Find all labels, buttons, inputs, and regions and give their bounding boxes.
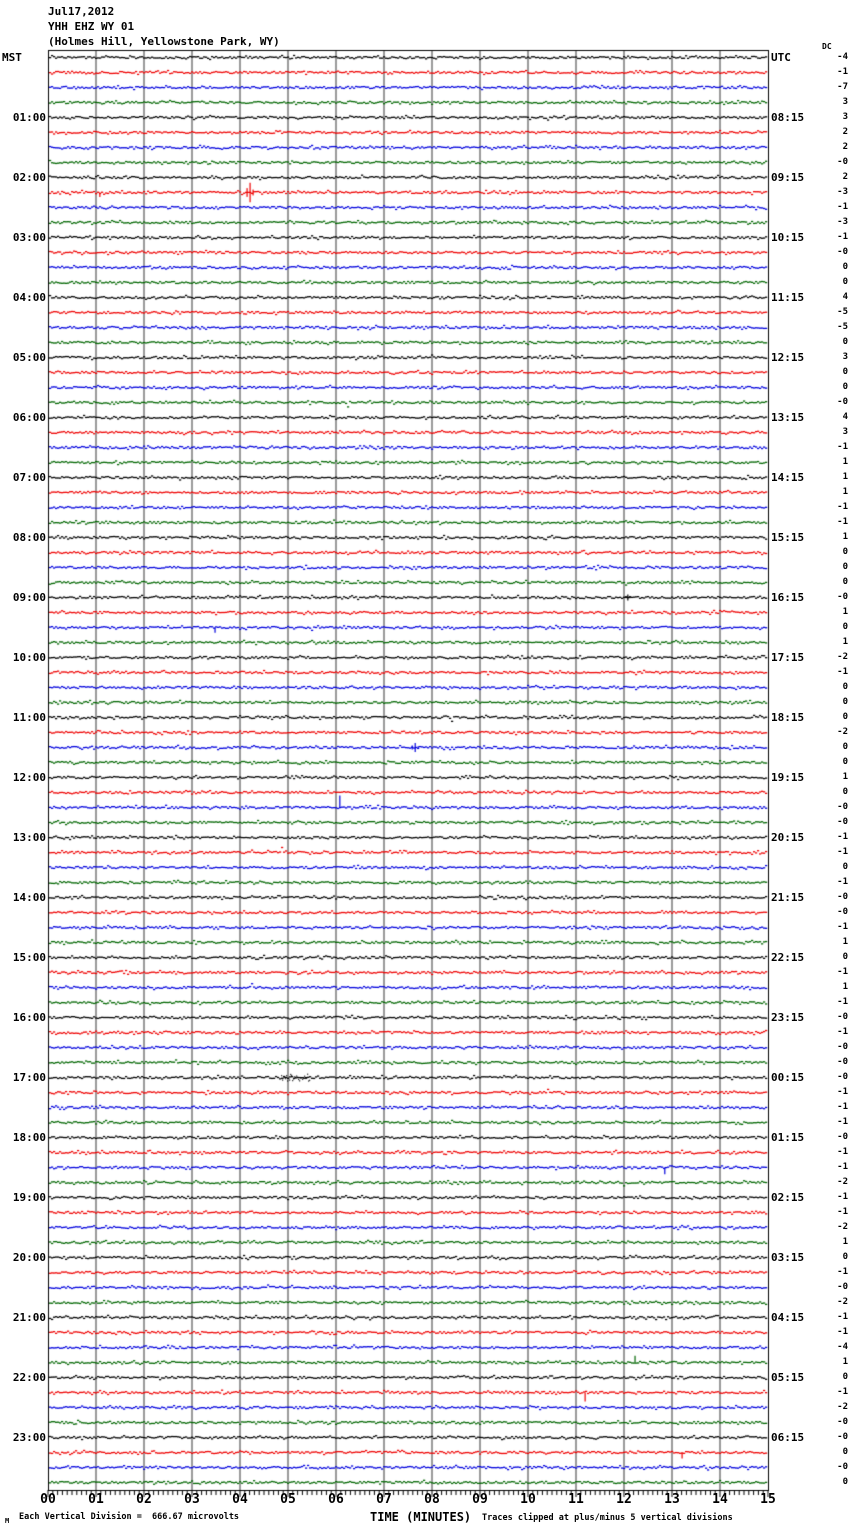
mst-hour-label: 10:00: [12, 651, 46, 664]
dc-offset-value: -1: [837, 1207, 848, 1217]
dc-offset-value: -7: [837, 82, 848, 92]
dc-offset-value: -1: [837, 1192, 848, 1202]
x-minute-label: 14: [712, 1492, 728, 1507]
mst-hour-label: 05:00: [12, 351, 46, 364]
dc-offset-value: -0: [837, 247, 848, 257]
utc-hour-label: 22:15: [771, 951, 805, 964]
dc-offset-value: 1: [842, 607, 848, 617]
utc-hour-label: 23:15: [771, 1011, 805, 1024]
x-minute-label: 07: [376, 1492, 392, 1507]
dc-offset-value: -1: [837, 67, 848, 77]
utc-hour-label: 18:15: [771, 711, 805, 724]
dc-offset-value: -1: [837, 1327, 848, 1337]
x-minute-label: 12: [616, 1492, 632, 1507]
dc-offset-value: 3: [842, 352, 848, 362]
utc-hour-label: 00:15: [771, 1071, 805, 1084]
mst-hour-label: 02:00: [12, 171, 46, 184]
dc-offset-value: 2: [842, 127, 848, 137]
dc-offset-value: 1: [842, 937, 848, 947]
x-minute-label: 02: [136, 1492, 152, 1507]
dc-offset-value: 0: [842, 1477, 848, 1487]
dc-offset-value: -2: [837, 1177, 848, 1187]
dc-offset-value: 4: [842, 292, 848, 302]
dc-offset-value: 0: [842, 682, 848, 692]
dc-offset-value: -5: [837, 307, 848, 317]
utc-hour-label: 03:15: [771, 1251, 805, 1264]
dc-offset-value: 1: [842, 1357, 848, 1367]
dc-offset-value: -1: [837, 967, 848, 977]
dc-offset-value: 0: [842, 757, 848, 767]
x-minute-label: 00: [40, 1492, 56, 1507]
dc-offset-value: -1: [837, 832, 848, 842]
dc-offset-value: 0: [842, 262, 848, 272]
mst-hour-label: 03:00: [12, 231, 46, 244]
dc-offset-value: 0: [842, 1252, 848, 1262]
utc-hour-label: 17:15: [771, 651, 805, 664]
title-date: Jul17,2012: [48, 5, 115, 18]
dc-offset-value: 0: [842, 577, 848, 587]
dc-offset-value: -3: [837, 187, 848, 197]
dc-offset-value: 1: [842, 637, 848, 647]
dc-offset-value: -0: [837, 892, 848, 902]
dc-offset-value: 1: [842, 532, 848, 542]
scale-note: Each Vertical Division = 666.67 microvolts: [19, 1512, 240, 1522]
mst-hour-label: 21:00: [12, 1311, 46, 1324]
dc-offset-value: -1: [837, 1387, 848, 1397]
x-minute-label: 03: [184, 1492, 200, 1507]
dc-offset-value: 4: [842, 412, 848, 422]
dc-offset-value: -0: [837, 592, 848, 602]
dc-offset-value: -2: [837, 1402, 848, 1412]
utc-hour-label: 09:15: [771, 171, 805, 184]
x-minute-label: 06: [328, 1492, 344, 1507]
dc-offset-value: 1: [842, 487, 848, 497]
x-minute-label: 13: [664, 1492, 680, 1507]
dc-offset-value: -0: [837, 907, 848, 917]
dc-offset-value: -5: [837, 322, 848, 332]
x-minute-label: 10: [520, 1492, 536, 1507]
dc-offset-value: -1: [837, 1147, 848, 1157]
dc-offset-value: 3: [842, 112, 848, 122]
dc-offset-value: -0: [837, 157, 848, 167]
dc-offset-value: 0: [842, 712, 848, 722]
dc-offset-value: -0: [837, 1072, 848, 1082]
dc-offset-value: -0: [837, 1132, 848, 1142]
dc-offset-value: 0: [842, 367, 848, 377]
utc-hour-label: 06:15: [771, 1431, 805, 1444]
dc-offset-value: -0: [837, 1057, 848, 1067]
utc-hour-label: 10:15: [771, 231, 805, 244]
dc-offset-value: -1: [837, 1267, 848, 1277]
dc-offset-value: -1: [837, 1162, 848, 1172]
mst-hour-label: 23:00: [12, 1431, 46, 1444]
mst-hour-label: 01:00: [12, 111, 46, 124]
mst-hour-label: 17:00: [12, 1071, 46, 1084]
dc-offset-value: 0: [842, 382, 848, 392]
dc-offset-value: -2: [837, 1222, 848, 1232]
dc-offset-value: 0: [842, 562, 848, 572]
mst-hour-label: 18:00: [12, 1131, 46, 1144]
dc-offset-value: -2: [837, 1297, 848, 1307]
dc-offset-value: -1: [837, 517, 848, 527]
clip-note: Traces clipped at plus/minus 5 vertical divisions: [482, 1513, 733, 1523]
dc-offset-value: -0: [837, 1432, 848, 1442]
x-minute-label: 01: [88, 1492, 104, 1507]
mst-hour-label: 13:00: [12, 831, 46, 844]
utc-hour-label: 01:15: [771, 1131, 805, 1144]
mst-hour-label: 08:00: [12, 531, 46, 544]
dc-offset-value: 1: [842, 982, 848, 992]
mst-hour-label: 06:00: [12, 411, 46, 424]
utc-hour-label: 02:15: [771, 1191, 805, 1204]
dc-offset-value: 3: [842, 427, 848, 437]
dc-offset-value: -0: [837, 802, 848, 812]
dc-offset-value: 0: [842, 1372, 848, 1382]
dc-offset-value: 0: [842, 277, 848, 287]
dc-offset-value: 3: [842, 97, 848, 107]
mst-hour-label: 16:00: [12, 1011, 46, 1024]
dc-offset-value: 1: [842, 772, 848, 782]
utc-hour-label: 11:15: [771, 291, 805, 304]
dc-offset-value: 0: [842, 697, 848, 707]
utc-hour-label: 05:15: [771, 1371, 805, 1384]
dc-offset-value: -1: [837, 1117, 848, 1127]
dc-offset-value: -4: [837, 1342, 848, 1352]
mst-hour-label: 15:00: [12, 951, 46, 964]
utc-hour-label: 04:15: [771, 1311, 805, 1324]
utc-hour-label: 15:15: [771, 531, 805, 544]
right-axis-header: UTC: [771, 51, 791, 64]
dc-offset-value: 1: [842, 457, 848, 467]
dc-offset-value: 0: [842, 1447, 848, 1457]
dc-offset-value: 2: [842, 172, 848, 182]
mst-hour-label: 22:00: [12, 1371, 46, 1384]
x-axis-title: TIME (MINUTES): [370, 1510, 472, 1524]
dc-offset-value: 0: [842, 862, 848, 872]
dc-offset-value: -0: [837, 1012, 848, 1022]
utc-hour-label: 21:15: [771, 891, 805, 904]
utc-hour-label: 12:15: [771, 351, 805, 364]
dc-offset-value: -1: [837, 847, 848, 857]
title-location: (Holmes Hill, Yellowstone Park, WY): [48, 35, 280, 48]
title-station: YHH EHZ WY 01: [48, 20, 135, 33]
dc-offset-value: -1: [837, 502, 848, 512]
dc-offset-value: -1: [837, 667, 848, 677]
dc-offset-value: -1: [837, 1087, 848, 1097]
utc-hour-label: 08:15: [771, 111, 805, 124]
dc-offset-value: -4: [837, 52, 848, 62]
utc-hour-label: 14:15: [771, 471, 805, 484]
dc-offset-value: 0: [842, 622, 848, 632]
dc-offset-value: 1: [842, 1237, 848, 1247]
dc-offset-value: -0: [837, 1462, 848, 1472]
x-minute-label: 11: [568, 1492, 584, 1507]
dc-offset-value: 0: [842, 547, 848, 557]
dc-offset-value: -2: [837, 652, 848, 662]
dc-offset-value: 0: [842, 337, 848, 347]
dc-offset-value: -1: [837, 997, 848, 1007]
mst-hour-label: 11:00: [12, 711, 46, 724]
mst-hour-label: 20:00: [12, 1251, 46, 1264]
utc-hour-label: 16:15: [771, 591, 805, 604]
x-minute-label: 05: [280, 1492, 296, 1507]
dc-offset-value: 2: [842, 142, 848, 152]
dc-offset-value: 0: [842, 787, 848, 797]
dc-offset-value: 1: [842, 472, 848, 482]
mst-hour-label: 12:00: [12, 771, 46, 784]
dc-offset-value: -0: [837, 1282, 848, 1292]
dc-offset-value: -2: [837, 727, 848, 737]
left-axis-header: MST: [2, 51, 22, 64]
dc-offset-value: -1: [837, 232, 848, 242]
mst-hour-label: 04:00: [12, 291, 46, 304]
dc-offset-value: 0: [842, 742, 848, 752]
utc-hour-label: 13:15: [771, 411, 805, 424]
x-minute-label: 15: [760, 1492, 776, 1507]
dc-offset-value: -0: [837, 1417, 848, 1427]
dc-offset-value: -1: [837, 1102, 848, 1112]
dc-offset-value: 0: [842, 952, 848, 962]
dc-offset-value: -1: [837, 877, 848, 887]
dc-offset-value: -1: [837, 202, 848, 212]
dc-offset-value: -1: [837, 1027, 848, 1037]
mst-hour-label: 09:00: [12, 591, 46, 604]
mst-hour-label: 07:00: [12, 471, 46, 484]
dc-offset-value: -0: [837, 1042, 848, 1052]
dc-offset-value: -1: [837, 442, 848, 452]
corner-mark: M: [5, 1517, 10, 1525]
dc-offset-value: -0: [837, 817, 848, 827]
dc-offset-value: -3: [837, 217, 848, 227]
dc-offset-value: -1: [837, 1312, 848, 1322]
mst-hour-label: 14:00: [12, 891, 46, 904]
mst-hour-label: 19:00: [12, 1191, 46, 1204]
x-minute-label: 09: [472, 1492, 488, 1507]
utc-hour-label: 19:15: [771, 771, 805, 784]
dc-header: DC: [822, 42, 832, 51]
x-minute-label: 04: [232, 1492, 248, 1507]
x-minute-label: 08: [424, 1492, 440, 1507]
dc-offset-value: -1: [837, 922, 848, 932]
dc-offset-value: -0: [837, 397, 848, 407]
utc-hour-label: 20:15: [771, 831, 805, 844]
